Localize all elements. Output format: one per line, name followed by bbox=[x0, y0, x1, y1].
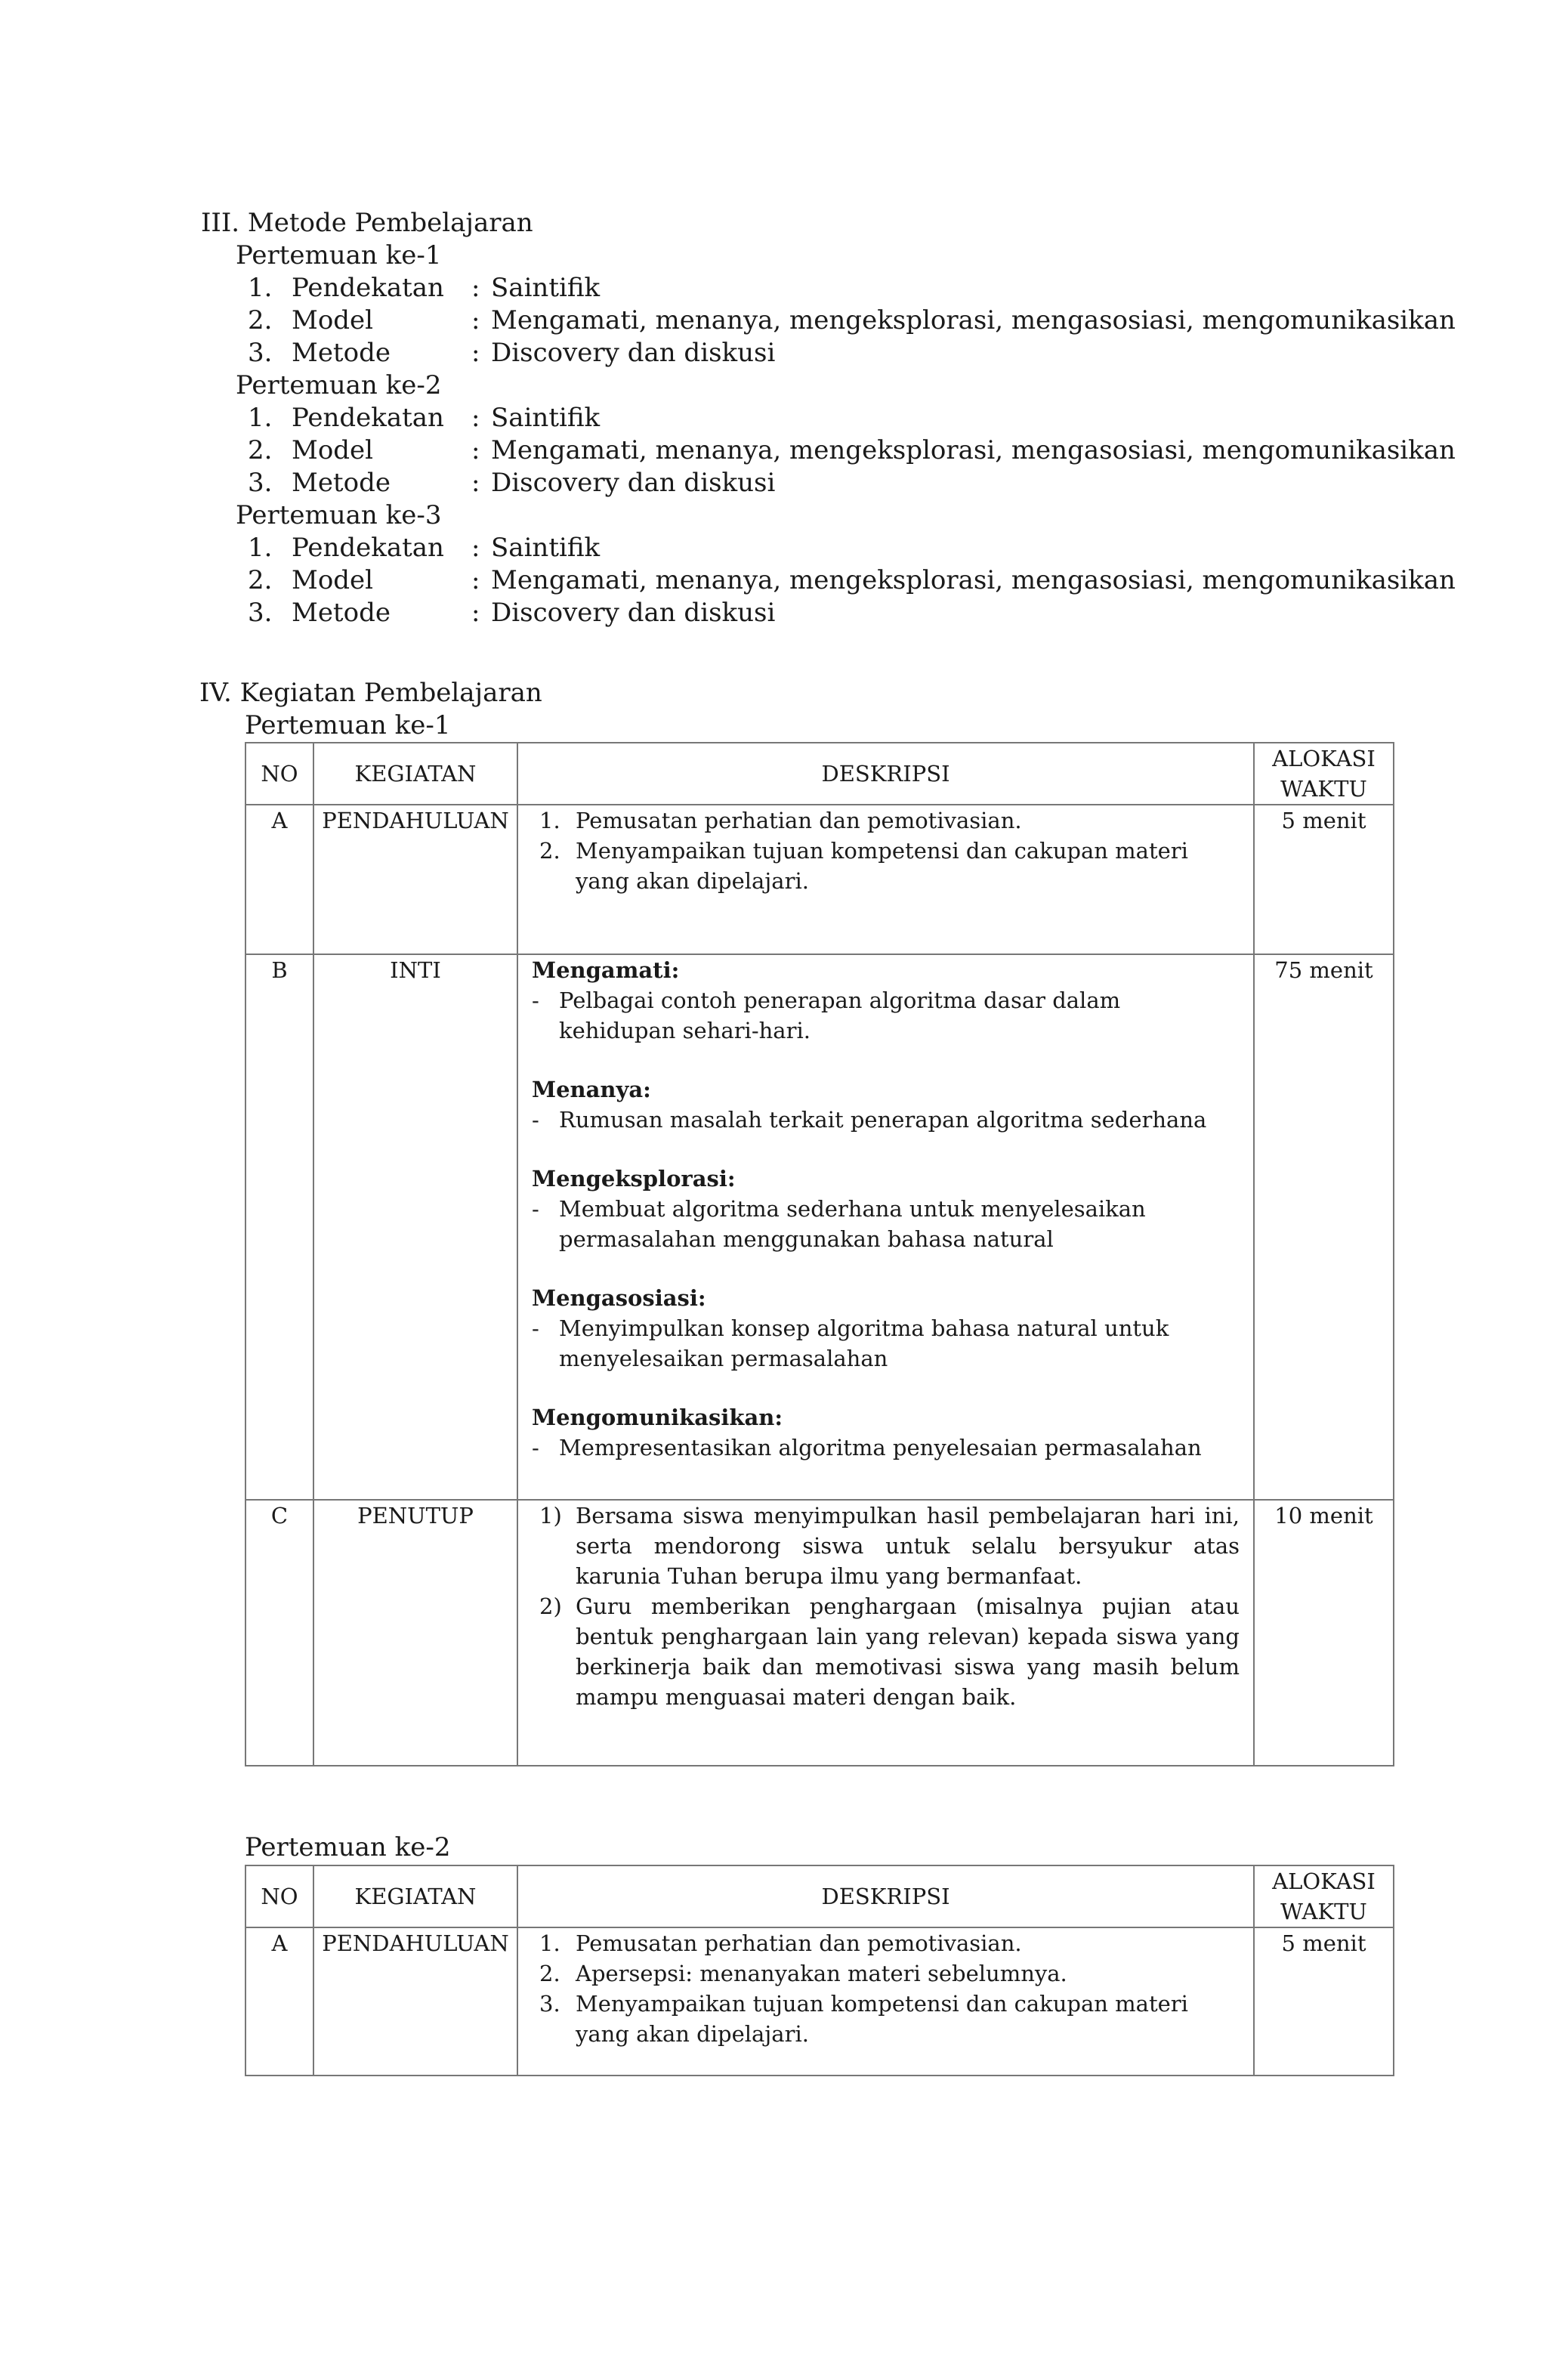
table-1-title: Pertemuan ke-1 bbox=[245, 710, 451, 740]
pertemuan-1-title: Pertemuan ke-1 bbox=[236, 240, 442, 270]
item-number: 1. bbox=[248, 403, 273, 433]
item-value: Saintifik bbox=[491, 403, 601, 433]
activity-text: Pelbagai contoh penerapan algoritma dasar dalam kehidupan sehari-hari. bbox=[559, 988, 1121, 1043]
item-separator: : bbox=[471, 565, 480, 595]
list-number: 3. bbox=[539, 1991, 560, 2017]
row-waktu: 5 menit bbox=[1254, 805, 1394, 954]
list-item bbox=[532, 1501, 1240, 1591]
list-number: 2. bbox=[539, 838, 560, 864]
list-text: Bersama siswa menyimpulkan hasil pembelajaran hari ini, serta mendorong siswa untuk selalu bersyukur atas karunia Tuhan berupa ilmu yang bermanfaat. bbox=[576, 1503, 1240, 1589]
row-waktu: 75 menit bbox=[1254, 954, 1394, 1500]
activity-heading: Mengamati: bbox=[532, 957, 680, 983]
item-value: Discovery dan diskusi bbox=[491, 468, 776, 498]
row-kegiatan: INTI bbox=[313, 954, 517, 1500]
item-number: 2. bbox=[248, 435, 273, 465]
list-number: 1. bbox=[539, 808, 560, 833]
header-deskripsi: DESKRIPSI bbox=[517, 743, 1254, 805]
row-no: A bbox=[245, 805, 313, 954]
list-text: Apersepsi: menanyakan materi sebelumnya. bbox=[576, 1961, 1067, 1986]
row-deskripsi bbox=[517, 805, 1254, 954]
header-deskripsi: DESKRIPSI bbox=[517, 1865, 1254, 1927]
list-item bbox=[532, 1958, 1240, 1989]
activity-heading: Menanya: bbox=[532, 1077, 651, 1102]
item-value: Discovery dan diskusi bbox=[491, 598, 776, 628]
header-alokasi-waktu bbox=[1254, 743, 1394, 805]
activity-heading: Mengeksplorasi: bbox=[532, 1166, 736, 1192]
item-label: Model bbox=[292, 565, 374, 595]
item-separator: : bbox=[471, 598, 480, 628]
list-text: Menyampaikan tujuan kompetensi dan cakupan materi yang akan dipelajari. bbox=[576, 1991, 1188, 2047]
activity-item bbox=[532, 1433, 1240, 1463]
header-no: NO bbox=[245, 743, 313, 805]
pertemuan-2-title: Pertemuan ke-2 bbox=[236, 370, 442, 400]
dash-marker: - bbox=[532, 1435, 539, 1460]
item-label: Metode bbox=[292, 338, 391, 368]
item-value: Discovery dan diskusi bbox=[491, 338, 776, 368]
row-no: B bbox=[245, 954, 313, 1500]
activity-item bbox=[532, 1105, 1240, 1135]
dash-marker: - bbox=[532, 1315, 539, 1341]
item-separator: : bbox=[471, 273, 480, 303]
activity-table-2 bbox=[245, 1865, 1394, 2076]
list-number: 1) bbox=[539, 1503, 562, 1528]
list-item bbox=[532, 1591, 1240, 1712]
list-text: Pemusatan perhatian dan pemotivasian. bbox=[576, 808, 1022, 833]
item-number: 3. bbox=[248, 598, 273, 628]
dash-marker: - bbox=[532, 988, 539, 1013]
activity-text: Rumusan masalah terkait penerapan algoritma sederhana bbox=[559, 1107, 1207, 1133]
item-number: 3. bbox=[248, 338, 273, 368]
item-number: 1. bbox=[248, 273, 273, 303]
pertemuan-3-title: Pertemuan ke-3 bbox=[236, 500, 442, 530]
row-deskripsi bbox=[517, 1500, 1254, 1766]
activity-heading: Mengasosiasi: bbox=[532, 1285, 706, 1311]
list-item bbox=[532, 1928, 1240, 1958]
spacer bbox=[532, 1135, 1240, 1164]
activity-table-1 bbox=[245, 742, 1394, 1766]
list-item bbox=[532, 836, 1240, 896]
list-number: 1. bbox=[539, 1930, 560, 1956]
activity-heading: Mengomunikasikan: bbox=[532, 1405, 783, 1430]
item-label: Model bbox=[292, 305, 374, 335]
table-header-row bbox=[245, 743, 1394, 805]
item-separator: : bbox=[471, 435, 480, 465]
item-value: Mengamati, menanya, mengeksplorasi, mengasosiasi, mengomunikasikan bbox=[491, 565, 1456, 595]
row-kegiatan: PENDAHULUAN bbox=[313, 805, 517, 954]
header-alokasi: ALOKASI bbox=[1272, 746, 1376, 771]
list-text: Guru memberikan penghargaan (misalnya pujian atau bentuk penghargaan lain yang relevan) kepada siswa yang berkinerja baik dan memotivasi siswa yang masih belum mampu menguasai materi dengan baik. bbox=[576, 1593, 1240, 1710]
activity-item bbox=[532, 1313, 1240, 1374]
activity-text: Membuat algoritma sederhana untuk menyelesaikan permasalahan menggunakan bahasa natural bbox=[559, 1196, 1146, 1252]
header-alokasi: ALOKASI bbox=[1272, 1868, 1376, 1894]
row-deskripsi bbox=[517, 954, 1254, 1500]
item-separator: : bbox=[471, 533, 480, 563]
row-no: C bbox=[245, 1500, 313, 1766]
item-separator: : bbox=[471, 403, 480, 433]
activity-item bbox=[532, 985, 1240, 1046]
activity-text: Mempresentasikan algoritma penyelesaian permasalahan bbox=[559, 1435, 1202, 1460]
item-number: 3. bbox=[248, 468, 273, 498]
dash-marker: - bbox=[532, 1107, 539, 1133]
item-label: Model bbox=[292, 435, 374, 465]
header-waktu: WAKTU bbox=[1280, 1899, 1367, 1924]
row-kegiatan: PENUTUP bbox=[313, 1500, 517, 1766]
spacer bbox=[532, 1254, 1240, 1283]
list-text: Pemusatan perhatian dan pemotivasian. bbox=[576, 1930, 1022, 1956]
table-row bbox=[245, 1927, 1394, 2076]
row-deskripsi bbox=[517, 1927, 1254, 2076]
item-separator: : bbox=[471, 468, 480, 498]
section-4-title: IV. Kegiatan Pembelajaran bbox=[199, 678, 542, 708]
row-waktu: 5 menit bbox=[1254, 1927, 1394, 2076]
list-number: 2) bbox=[539, 1593, 562, 1619]
header-waktu: WAKTU bbox=[1280, 776, 1367, 802]
item-separator: : bbox=[471, 338, 480, 368]
header-kegiatan: KEGIATAN bbox=[313, 743, 517, 805]
item-separator: : bbox=[471, 305, 480, 335]
list-item bbox=[532, 1989, 1240, 2049]
section-3-title: III. Metode Pembelajaran bbox=[201, 208, 533, 238]
item-value: Mengamati, menanya, mengeksplorasi, mengasosiasi, mengomunikasikan bbox=[491, 435, 1456, 465]
item-label: Pendekatan bbox=[292, 273, 444, 303]
dash-marker: - bbox=[532, 1196, 539, 1222]
table-row bbox=[245, 954, 1394, 1500]
spacer bbox=[532, 1374, 1240, 1402]
item-number: 2. bbox=[248, 305, 273, 335]
header-alokasi-waktu bbox=[1254, 1865, 1394, 1927]
row-waktu: 10 menit bbox=[1254, 1500, 1394, 1766]
header-no: NO bbox=[245, 1865, 313, 1927]
table-row bbox=[245, 805, 1394, 954]
item-label: Pendekatan bbox=[292, 533, 444, 563]
table-header-row bbox=[245, 1865, 1394, 1927]
spacer bbox=[532, 1046, 1240, 1074]
row-kegiatan: PENDAHULUAN bbox=[313, 1927, 517, 2076]
item-label: Metode bbox=[292, 598, 391, 628]
activity-item bbox=[532, 1194, 1240, 1254]
item-number: 2. bbox=[248, 565, 273, 595]
header-kegiatan: KEGIATAN bbox=[313, 1865, 517, 1927]
row-no: A bbox=[245, 1927, 313, 2076]
item-label: Metode bbox=[292, 468, 391, 498]
list-item bbox=[532, 805, 1240, 836]
item-number: 1. bbox=[248, 533, 273, 563]
table-row bbox=[245, 1500, 1394, 1766]
item-value: Saintifik bbox=[491, 533, 601, 563]
activity-text: Menyimpulkan konsep algoritma bahasa natural untuk menyelesaikan permasalahan bbox=[559, 1315, 1169, 1371]
list-number: 2. bbox=[539, 1961, 560, 1986]
item-label: Pendekatan bbox=[292, 403, 444, 433]
list-text: Menyampaikan tujuan kompetensi dan cakupan materi yang akan dipelajari. bbox=[576, 838, 1188, 894]
item-value: Mengamati, menanya, mengeksplorasi, mengasosiasi, mengomunikasikan bbox=[491, 305, 1456, 335]
table-2-title: Pertemuan ke-2 bbox=[245, 1832, 451, 1862]
item-value: Saintifik bbox=[491, 273, 601, 303]
